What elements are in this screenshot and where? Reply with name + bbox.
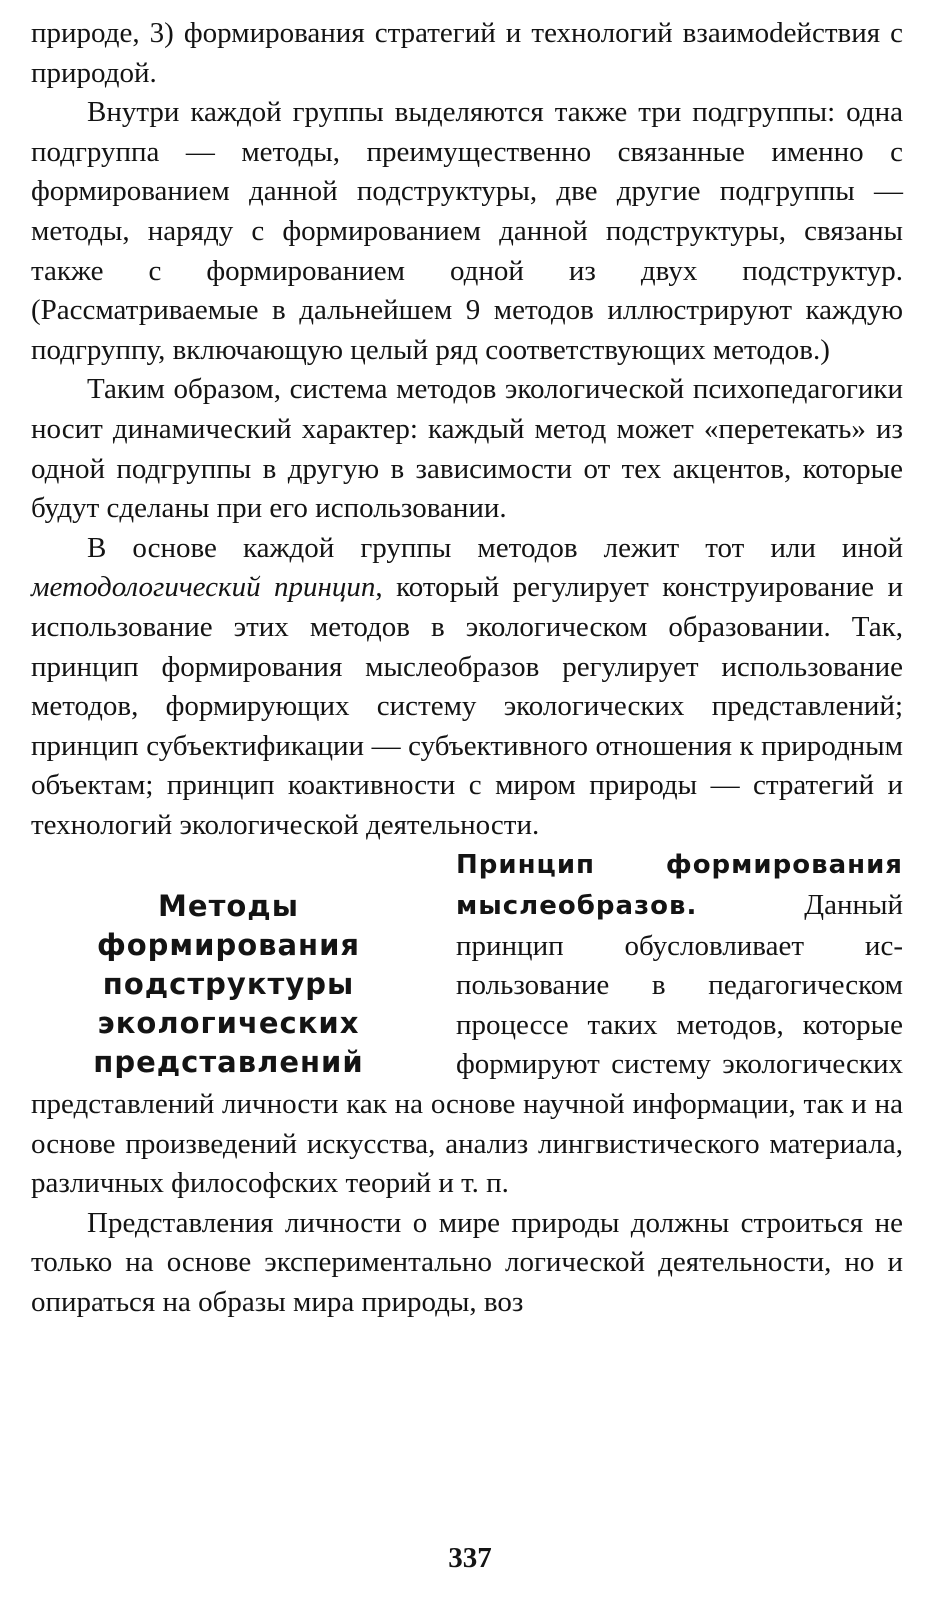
paragraph-4 [31,529,903,846]
paragraph-4-start: В основе каждой группы методов лежит тот или иной [87,531,903,564]
paragraph-1: природе, 3) формирования стратегий и технологий взаимоdействия с природой. [31,17,903,89]
paragraph-3: Таким образом, система методов экологической психопедагогики носит динамический характер: каждый метод может «перетекать» из одной подгруппы в другую в зависимости от тех акцентов, которые будут сделаны при его использовании. [31,373,903,525]
page-body [31,14,903,1323]
paragraph-4-end: , который регулирует конструирование и использование этих методов в экологическом образовании. Так, принцип формирования мыслеобразов регулирует использование методов, формирующих систему экологических представлений; принцип субъектификации — субъективного отношения к природным объектам; принцип коактивности с миром природы — стратегий и технологий экологической деятельности. [31,571,903,841]
section-heading-line-4: экологических [97,1006,360,1041]
paragraph-5-text: Данный принцип обусловливает использование в педагогическом процессе таких методов, которые формируют систему экологических представлений личности как на основе научной информации, так и на основе произведений искусства, анализ лингвистического материала, различных философских теорий и т. п. [31,889,903,1200]
section-heading-line-2: формирования [96,928,361,963]
methodological-principle-term: методологический принцип [31,571,376,604]
paragraph-2: Внутри каждой группы выделяются также три подгруппы: одна подгруппа — методы, преимущественно связанные именно с формированием данной подструктуры, две другие подгруппы — методы, наряду с формированием данной подструктуры, связаны также с формированием одной из двух подструктур. (Рассматриваемые в дальнейшем 9 методов иллюстрируют каждую подгруппу, включающую целый ряд соответствующих методов.) [31,96,903,366]
section-heading-line-1: Методы [158,889,299,924]
paragraph-6: Представления личности о мире природы должны строиться не только на основе экспериментально логической деятельности, но и опираться на образы мира природы, воз [31,1206,903,1318]
principle-run-in-heading: Принцип формирования мыслеобразов. [456,850,903,922]
section-heading [31,887,426,1082]
section-heading-line-3: подструктуры [102,967,355,1002]
page-number: 337 [448,1542,492,1574]
section-heading-line-5: представлений [93,1045,364,1080]
